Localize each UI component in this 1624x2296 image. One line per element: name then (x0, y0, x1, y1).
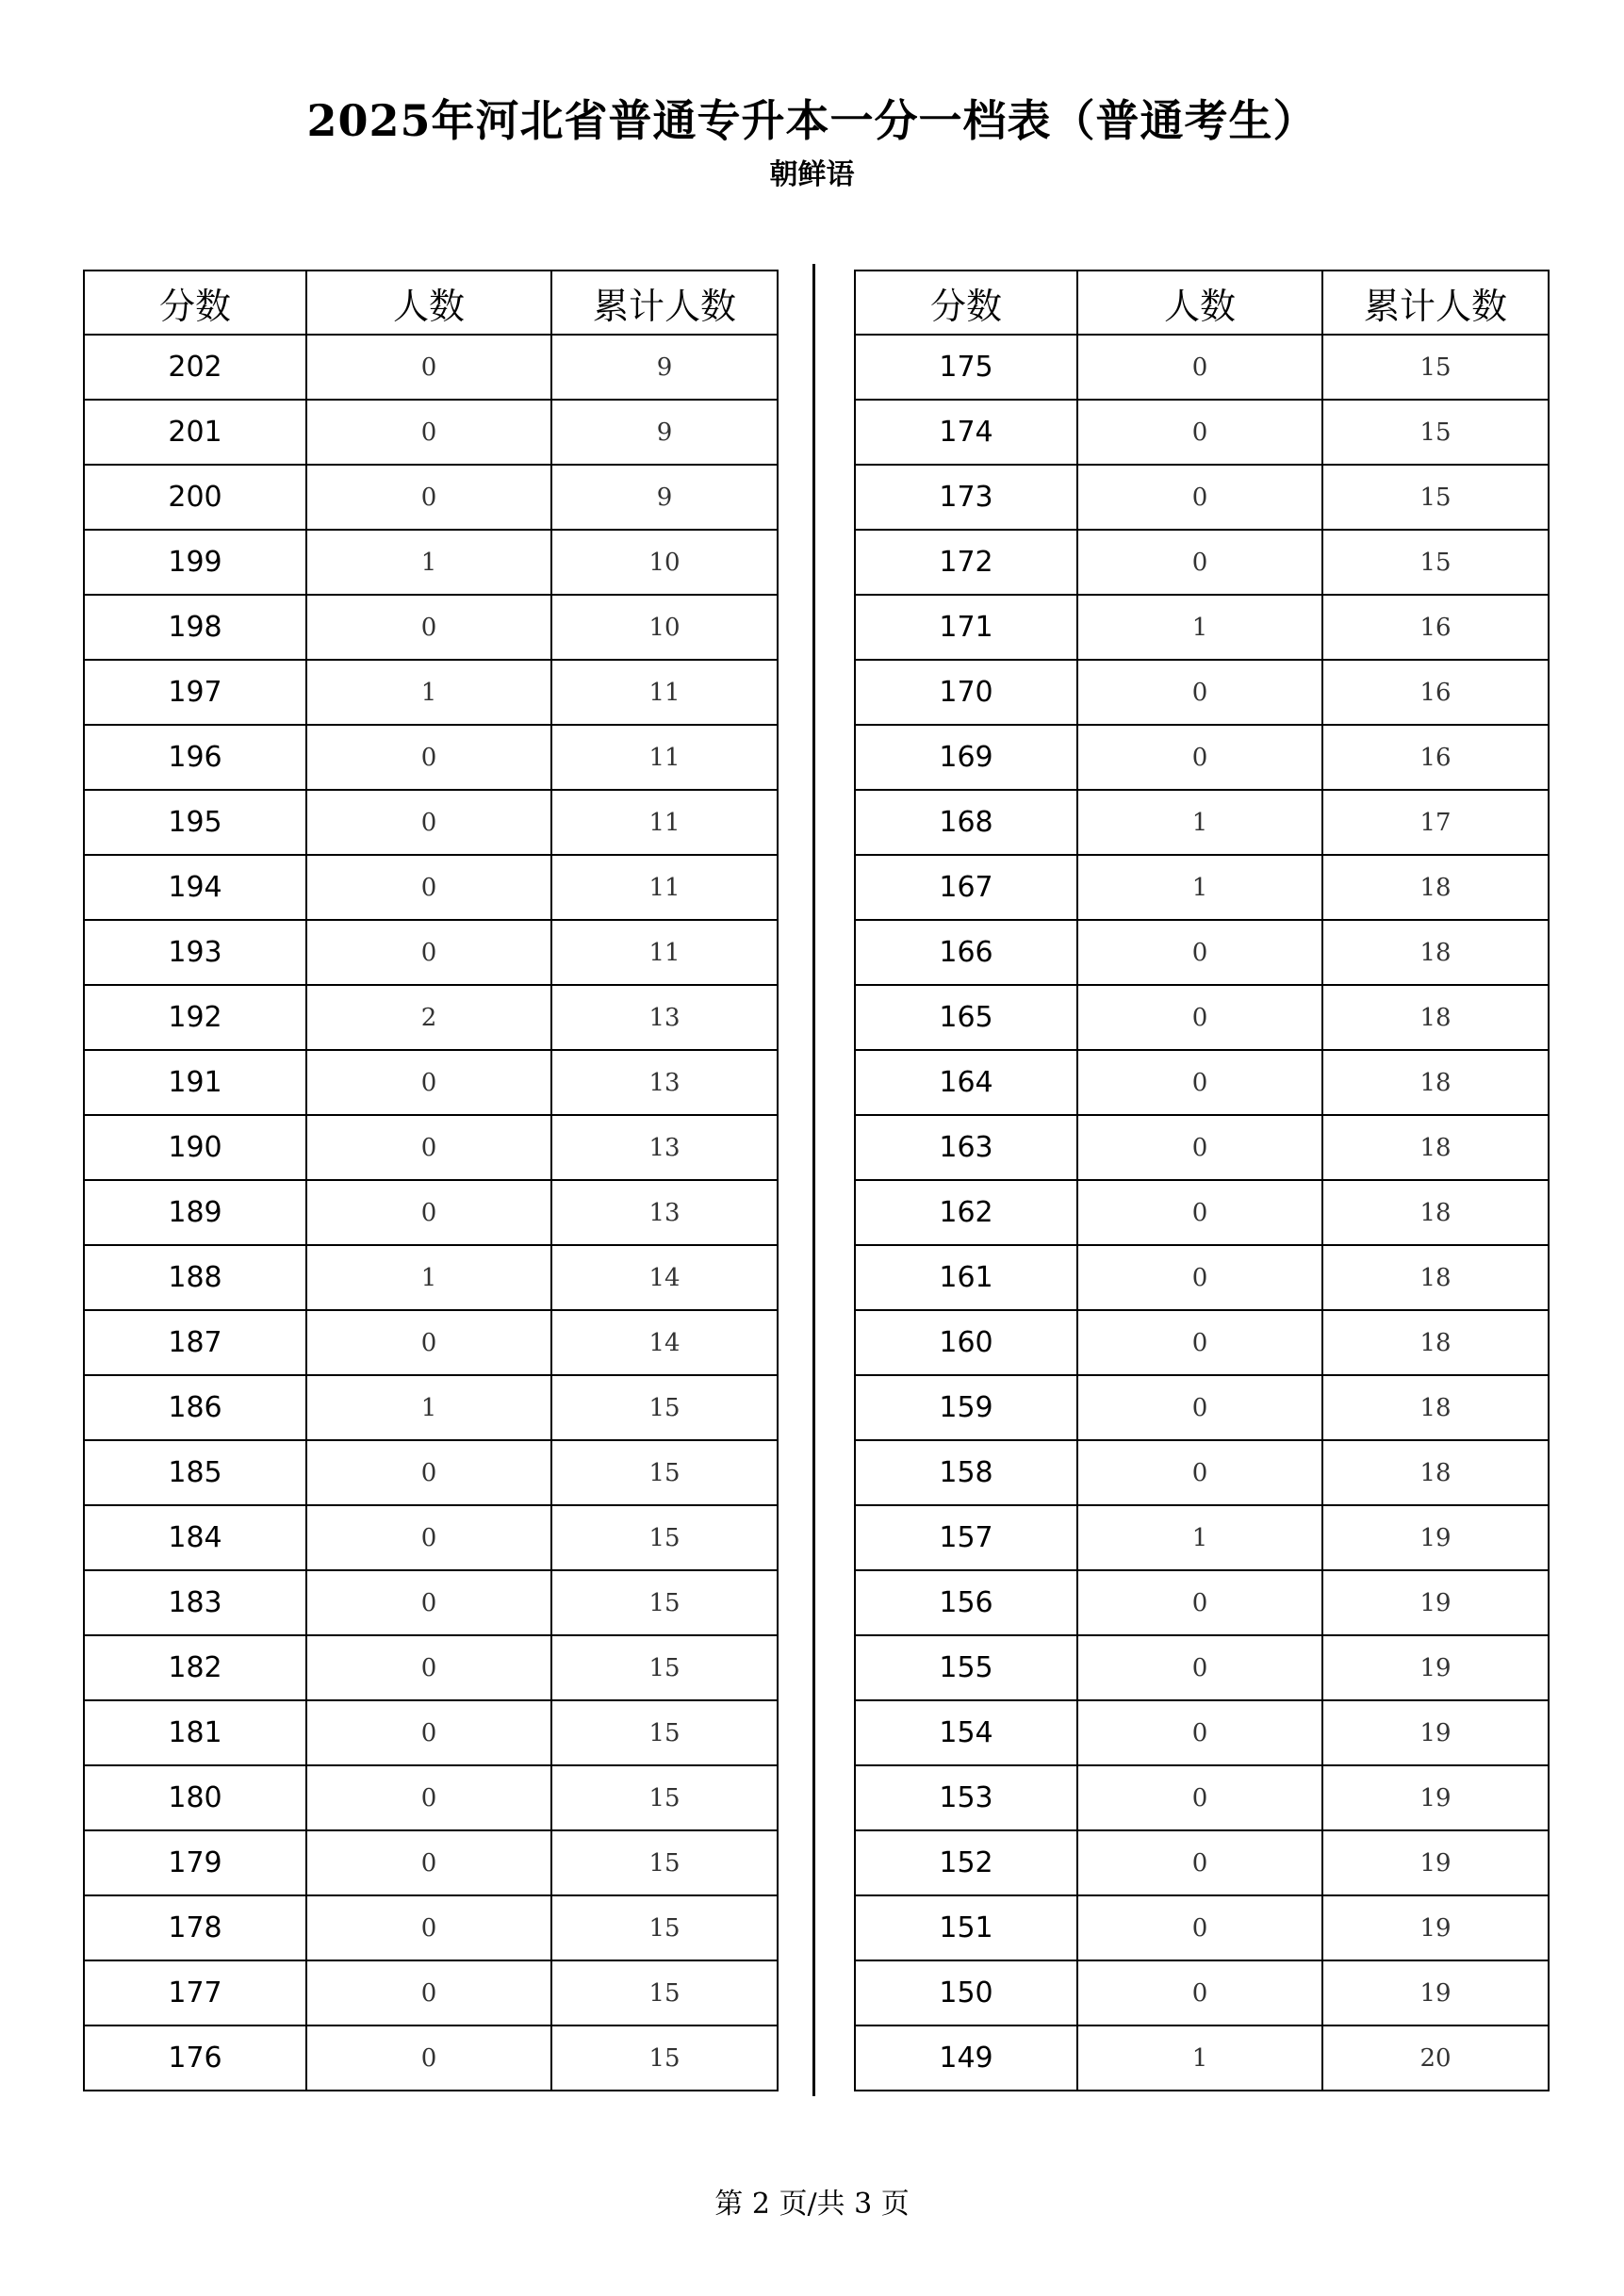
cell-count: 0 (306, 2025, 551, 2091)
table-row (855, 1245, 1549, 1310)
table-row (855, 1115, 1549, 1180)
cell-cumulative: 15 (1322, 335, 1549, 400)
cell-count: 0 (1077, 1375, 1322, 1440)
cell-cumulative: 15 (1322, 530, 1549, 595)
cell-count: 0 (306, 1895, 551, 1960)
page-subtitle: 朝鲜语 (769, 158, 855, 191)
cell-cumulative: 15 (551, 1375, 778, 1440)
cell-count: 0 (306, 1570, 551, 1635)
table-row (84, 400, 778, 465)
cell-count: 0 (306, 400, 551, 465)
cell-cumulative: 19 (1322, 1635, 1549, 1700)
cell-score: 196 (84, 725, 306, 790)
table-row (855, 1830, 1549, 1895)
cell-score: 171 (855, 595, 1077, 660)
cell-cumulative: 18 (1322, 1310, 1549, 1375)
header-score: 分数 (855, 271, 1077, 335)
cell-score: 174 (855, 400, 1077, 465)
cell-score: 193 (84, 920, 306, 985)
cell-count: 0 (1077, 1895, 1322, 1960)
cell-cumulative: 15 (551, 1700, 778, 1765)
cell-cumulative: 11 (551, 725, 778, 790)
header-count: 人数 (306, 271, 551, 335)
table-row (855, 1375, 1549, 1440)
cell-cumulative: 19 (1322, 1765, 1549, 1830)
cell-count: 0 (306, 1505, 551, 1570)
cell-score: 152 (855, 1830, 1077, 1895)
table-row (84, 1050, 778, 1115)
table-row (84, 595, 778, 660)
cell-score: 185 (84, 1440, 306, 1505)
cell-cumulative: 11 (551, 660, 778, 725)
cell-count: 0 (1077, 985, 1322, 1050)
cell-count: 0 (306, 465, 551, 530)
table-row (855, 1765, 1549, 1830)
cell-count: 0 (1077, 725, 1322, 790)
table-row (84, 920, 778, 985)
cell-score: 170 (855, 660, 1077, 725)
cell-count: 0 (1077, 920, 1322, 985)
table-row (855, 1635, 1549, 1700)
cell-cumulative: 16 (1322, 660, 1549, 725)
cell-score: 189 (84, 1180, 306, 1245)
table-row (84, 465, 778, 530)
cell-count: 0 (306, 1960, 551, 2025)
cell-score: 199 (84, 530, 306, 595)
table-row (84, 530, 778, 595)
cell-score: 154 (855, 1700, 1077, 1765)
table-row (84, 1180, 778, 1245)
cell-count: 0 (1077, 335, 1322, 400)
cell-score: 176 (84, 2025, 306, 2091)
cell-cumulative: 18 (1322, 1375, 1549, 1440)
cell-count: 0 (306, 1310, 551, 1375)
table-row (855, 1310, 1549, 1375)
cell-score: 153 (855, 1765, 1077, 1830)
cell-cumulative: 15 (551, 1505, 778, 1570)
header-score: 分数 (84, 271, 306, 335)
cell-cumulative: 17 (1322, 790, 1549, 855)
cell-count: 0 (1077, 1440, 1322, 1505)
cell-score: 151 (855, 1895, 1077, 1960)
table-row (84, 1375, 778, 1440)
cell-count: 0 (306, 1115, 551, 1180)
table-row (84, 1115, 778, 1180)
cell-cumulative: 15 (551, 2025, 778, 2091)
cell-score: 202 (84, 335, 306, 400)
cell-cumulative: 18 (1322, 1180, 1549, 1245)
table-row (855, 2025, 1549, 2091)
table-row (84, 725, 778, 790)
cell-score: 158 (855, 1440, 1077, 1505)
cell-score: 200 (84, 465, 306, 530)
cell-count: 1 (1077, 1505, 1322, 1570)
cell-cumulative: 18 (1322, 920, 1549, 985)
cell-cumulative: 13 (551, 1050, 778, 1115)
cell-score: 188 (84, 1245, 306, 1310)
page-title: 2025年河北省普通专升本一分一档表（普通考生） (306, 95, 1318, 146)
cell-count: 1 (306, 530, 551, 595)
cell-cumulative: 9 (551, 335, 778, 400)
cell-count: 0 (306, 1180, 551, 1245)
table-row (84, 335, 778, 400)
cell-cumulative: 13 (551, 1180, 778, 1245)
table-row (84, 1245, 778, 1310)
cell-cumulative: 15 (1322, 400, 1549, 465)
cell-count: 0 (306, 725, 551, 790)
cell-count: 0 (306, 920, 551, 985)
cell-cumulative: 20 (1322, 2025, 1549, 2091)
cell-cumulative: 11 (551, 920, 778, 985)
cell-score: 159 (855, 1375, 1077, 1440)
cell-score: 164 (855, 1050, 1077, 1115)
cell-count: 0 (1077, 1570, 1322, 1635)
cell-cumulative: 18 (1322, 1050, 1549, 1115)
table-row (855, 660, 1549, 725)
cell-count: 0 (1077, 1765, 1322, 1830)
cell-count: 0 (1077, 1960, 1322, 2025)
cell-score: 163 (855, 1115, 1077, 1180)
cell-score: 173 (855, 465, 1077, 530)
cell-count: 0 (1077, 1245, 1322, 1310)
cell-score: 192 (84, 985, 306, 1050)
table-row (855, 1050, 1549, 1115)
cell-score: 201 (84, 400, 306, 465)
cell-cumulative: 11 (551, 855, 778, 920)
cell-cumulative: 19 (1322, 1895, 1549, 1960)
cell-score: 180 (84, 1765, 306, 1830)
cell-score: 155 (855, 1635, 1077, 1700)
table-row (84, 1570, 778, 1635)
cell-score: 160 (855, 1310, 1077, 1375)
cell-score: 179 (84, 1830, 306, 1895)
cell-count: 1 (1077, 790, 1322, 855)
cell-count: 0 (1077, 465, 1322, 530)
cell-score: 169 (855, 725, 1077, 790)
cell-cumulative: 19 (1322, 1505, 1549, 1570)
cell-score: 195 (84, 790, 306, 855)
cell-count: 0 (306, 1700, 551, 1765)
cell-count: 0 (306, 1765, 551, 1830)
cell-count: 0 (1077, 1310, 1322, 1375)
cell-cumulative: 13 (551, 1115, 778, 1180)
table-row (855, 790, 1549, 855)
table-row (84, 1635, 778, 1700)
cell-cumulative: 18 (1322, 1440, 1549, 1505)
table-header-row (84, 271, 778, 335)
cell-count: 1 (306, 1245, 551, 1310)
table-row (84, 1440, 778, 1505)
cell-count: 0 (1077, 1115, 1322, 1180)
cell-count: 0 (306, 790, 551, 855)
table-row (855, 400, 1549, 465)
cell-cumulative: 14 (551, 1310, 778, 1375)
cell-count: 0 (306, 1050, 551, 1115)
cell-count: 0 (306, 1830, 551, 1895)
cell-count: 1 (306, 660, 551, 725)
cell-cumulative: 15 (551, 1960, 778, 2025)
table-row (84, 1765, 778, 1830)
column-divider (812, 264, 815, 2096)
cell-score: 178 (84, 1895, 306, 1960)
cell-score: 166 (855, 920, 1077, 985)
cell-score: 165 (855, 985, 1077, 1050)
cell-score: 156 (855, 1570, 1077, 1635)
cell-count: 0 (1077, 530, 1322, 595)
cell-count: 0 (1077, 400, 1322, 465)
cell-cumulative: 15 (551, 1440, 778, 1505)
cell-cumulative: 15 (551, 1895, 778, 1960)
cell-cumulative: 18 (1322, 1115, 1549, 1180)
cell-score: 181 (84, 1700, 306, 1765)
header-cumulative: 累计人数 (1322, 271, 1549, 335)
cell-score: 194 (84, 855, 306, 920)
cell-score: 182 (84, 1635, 306, 1700)
cell-cumulative: 16 (1322, 595, 1549, 660)
table-row (84, 985, 778, 1050)
cell-score: 167 (855, 855, 1077, 920)
table-row (84, 1700, 778, 1765)
cell-cumulative: 18 (1322, 855, 1549, 920)
table-row (84, 1960, 778, 2025)
cell-cumulative: 19 (1322, 1830, 1549, 1895)
cell-score: 157 (855, 1505, 1077, 1570)
cell-count: 0 (1077, 1050, 1322, 1115)
cell-score: 190 (84, 1115, 306, 1180)
cell-cumulative: 13 (551, 985, 778, 1050)
cell-cumulative: 19 (1322, 1960, 1549, 2025)
cell-count: 0 (306, 335, 551, 400)
cell-count: 0 (306, 1440, 551, 1505)
cell-cumulative: 15 (551, 1830, 778, 1895)
cell-count: 0 (306, 855, 551, 920)
cell-count: 0 (1077, 1830, 1322, 1895)
cell-count: 1 (1077, 855, 1322, 920)
cell-cumulative: 9 (551, 465, 778, 530)
cell-cumulative: 19 (1322, 1570, 1549, 1635)
cell-score: 162 (855, 1180, 1077, 1245)
table-row (84, 790, 778, 855)
table-row (855, 855, 1549, 920)
cell-count: 0 (306, 1635, 551, 1700)
table-row (855, 1505, 1549, 1570)
cell-count: 2 (306, 985, 551, 1050)
table-row (855, 1180, 1549, 1245)
table-row (855, 725, 1549, 790)
cell-cumulative: 18 (1322, 985, 1549, 1050)
cell-score: 150 (855, 1960, 1077, 2025)
cell-score: 186 (84, 1375, 306, 1440)
table-row (84, 1830, 778, 1895)
cell-score: 172 (855, 530, 1077, 595)
cell-cumulative: 10 (551, 595, 778, 660)
cell-cumulative: 11 (551, 790, 778, 855)
cell-score: 191 (84, 1050, 306, 1115)
cell-score: 184 (84, 1505, 306, 1570)
cell-cumulative: 16 (1322, 725, 1549, 790)
table-row (84, 660, 778, 725)
cell-score: 198 (84, 595, 306, 660)
cell-count: 1 (1077, 2025, 1322, 2091)
table-row (84, 1895, 778, 1960)
cell-cumulative: 15 (551, 1635, 778, 1700)
cell-count: 0 (1077, 1700, 1322, 1765)
page-footer: 第 2 页/共 3 页 (714, 2188, 910, 2221)
cell-cumulative: 9 (551, 400, 778, 465)
table-row (855, 1570, 1549, 1635)
cell-score: 161 (855, 1245, 1077, 1310)
table-row (855, 1440, 1549, 1505)
cell-count: 0 (306, 595, 551, 660)
score-table-left (83, 270, 779, 2091)
cell-cumulative: 15 (551, 1765, 778, 1830)
table-row (855, 595, 1549, 660)
table-row (855, 530, 1549, 595)
cell-cumulative: 18 (1322, 1245, 1549, 1310)
cell-score: 168 (855, 790, 1077, 855)
table-row (855, 1895, 1549, 1960)
cell-count: 1 (306, 1375, 551, 1440)
cell-score: 175 (855, 335, 1077, 400)
table-row (84, 1505, 778, 1570)
table-row (84, 855, 778, 920)
table-row (855, 1700, 1549, 1765)
header-cumulative: 累计人数 (551, 271, 778, 335)
cell-score: 183 (84, 1570, 306, 1635)
table-row (84, 2025, 778, 2091)
table-row (855, 465, 1549, 530)
score-table-right (854, 270, 1550, 2091)
cell-cumulative: 19 (1322, 1700, 1549, 1765)
cell-count: 0 (1077, 660, 1322, 725)
cell-score: 187 (84, 1310, 306, 1375)
cell-cumulative: 15 (551, 1570, 778, 1635)
cell-cumulative: 15 (1322, 465, 1549, 530)
table-header-row (855, 271, 1549, 335)
table-row (84, 1310, 778, 1375)
table-row (855, 335, 1549, 400)
header-count: 人数 (1077, 271, 1322, 335)
cell-score: 197 (84, 660, 306, 725)
table-row (855, 1960, 1549, 2025)
cell-cumulative: 10 (551, 530, 778, 595)
cell-cumulative: 14 (551, 1245, 778, 1310)
cell-score: 149 (855, 2025, 1077, 2091)
table-row (855, 985, 1549, 1050)
cell-count: 0 (1077, 1635, 1322, 1700)
table-row (855, 920, 1549, 985)
cell-score: 177 (84, 1960, 306, 2025)
cell-count: 0 (1077, 1180, 1322, 1245)
cell-count: 1 (1077, 595, 1322, 660)
